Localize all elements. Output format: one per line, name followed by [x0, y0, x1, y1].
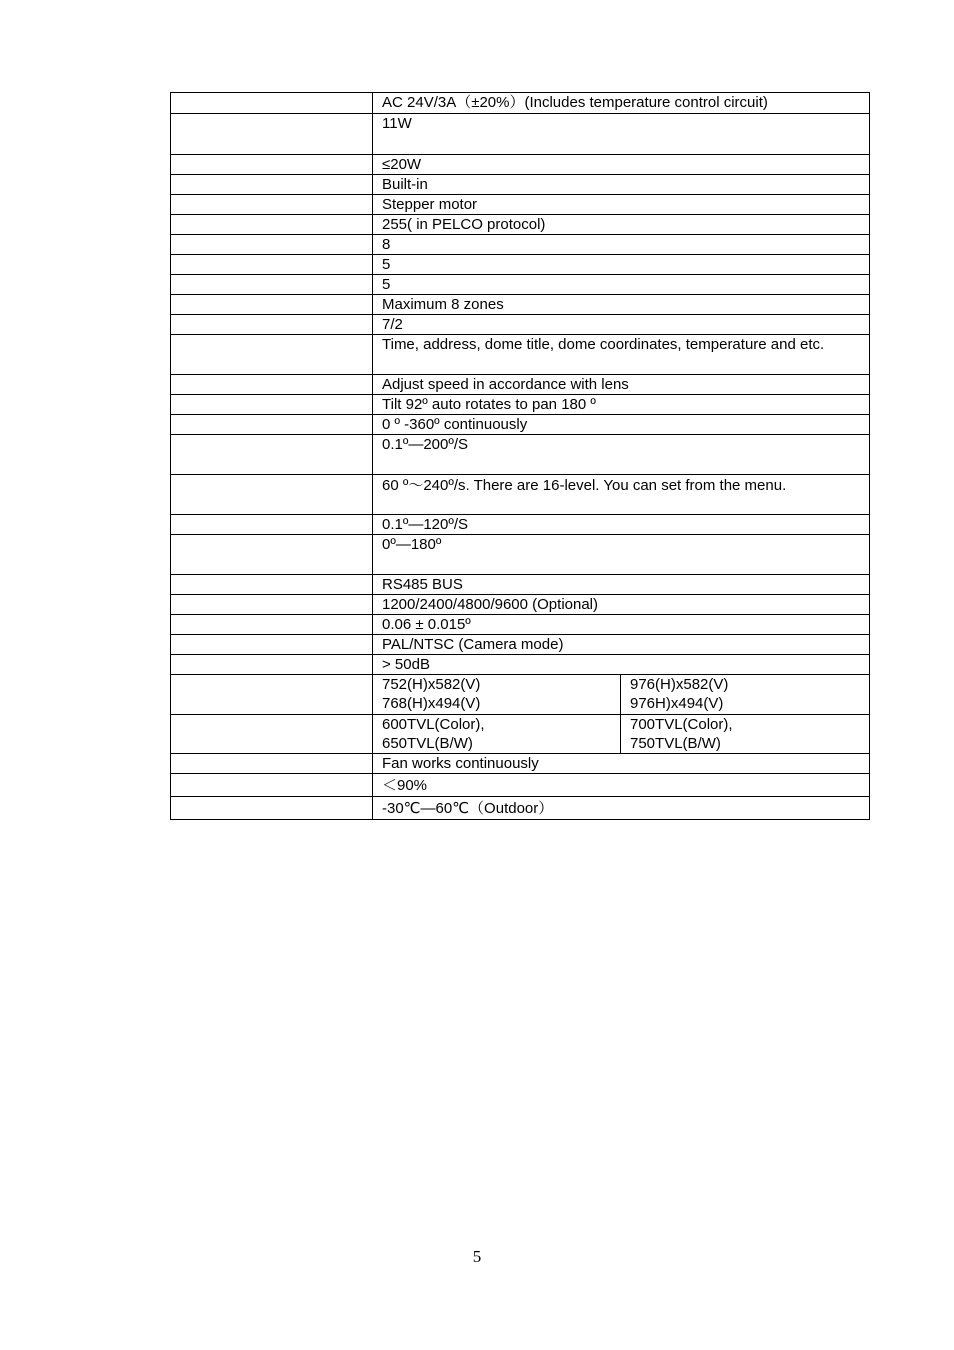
spec-row-humidity [171, 774, 870, 797]
spec-value: RS485 BUS [373, 575, 870, 595]
spec-label-cell [171, 435, 373, 475]
spec-value-line: 752(H)x582(V) [382, 676, 481, 693]
spec-row-5b [171, 275, 870, 295]
specification-table [170, 92, 870, 820]
spec-value: 1200/2400/4800/9600 (Optional) [373, 595, 870, 615]
spec-label-cell [171, 275, 373, 295]
spec-label-cell [171, 635, 373, 655]
spec-value: Maximum 8 zones [373, 295, 870, 315]
spec-row-tilt-range [171, 535, 870, 575]
spec-value: -30℃—60℃（Outdoor） [373, 797, 870, 820]
spec-label-cell [171, 375, 373, 395]
spec-value-option-b [621, 675, 870, 715]
spec-row-zones [171, 295, 870, 315]
spec-value: 11W [373, 114, 870, 155]
spec-label-cell [171, 215, 373, 235]
spec-row-auto-flip [171, 395, 870, 415]
spec-value: ≤20W [373, 155, 870, 175]
spec-value: 0.1º—120º/S [373, 515, 870, 535]
spec-label-cell [171, 114, 373, 155]
spec-value: Time, address, dome title, dome coordinates, temperature and etc. [373, 335, 870, 375]
spec-label-cell [171, 535, 373, 575]
spec-label-cell [171, 515, 373, 535]
spec-value-option-a [373, 675, 621, 715]
spec-label-cell [171, 93, 373, 114]
spec-value: PAL/NTSC (Camera mode) [373, 635, 870, 655]
spec-row-alarm [171, 315, 870, 335]
spec-label-cell [171, 575, 373, 595]
spec-label-cell [171, 655, 373, 675]
spec-label-cell [171, 335, 373, 375]
spec-label-cell [171, 675, 373, 715]
spec-label-cell [171, 295, 373, 315]
spec-label-cell [171, 615, 373, 635]
spec-row-preset-speed [171, 475, 870, 515]
spec-value-line: 976(H)x582(V) [630, 676, 729, 693]
spec-value-line: 976H)x494(V) [630, 695, 724, 712]
spec-row-fan [171, 754, 870, 774]
spec-value: 0 º -360º continuously [373, 415, 870, 435]
spec-row-speed-adjust [171, 375, 870, 395]
spec-value: Adjust speed in accordance with lens [373, 375, 870, 395]
spec-value: AC 24V/3A（±20%）(Includes temperature control circuit) [373, 93, 870, 114]
spec-row-power-supply [171, 93, 870, 114]
spec-label-cell [171, 475, 373, 515]
spec-row-motor [171, 195, 870, 215]
spec-value-line: 650TVL(B/W) [382, 735, 473, 752]
spec-row-baud-rate [171, 595, 870, 615]
spec-row-power-consumption [171, 114, 870, 155]
spec-value: Stepper motor [373, 195, 870, 215]
spec-value: 8 [373, 235, 870, 255]
spec-row-osd [171, 335, 870, 375]
spec-row-snr [171, 655, 870, 675]
spec-value: 0.06 ± 0.015º [373, 615, 870, 635]
spec-value: > 50dB [373, 655, 870, 675]
spec-value: Built-in [373, 175, 870, 195]
spec-value: 60 º～240º/s. There are 16-level. You can set from the menu. [373, 475, 870, 515]
spec-value: 5 [373, 255, 870, 275]
spec-row-tilt-speed [171, 515, 870, 535]
spec-value: 0º—180º [373, 535, 870, 575]
spec-row-resolution [171, 715, 870, 754]
spec-label-cell [171, 797, 373, 820]
spec-row-5a [171, 255, 870, 275]
spec-value-line: 700TVL(Color), [630, 716, 733, 733]
spec-label-cell [171, 415, 373, 435]
spec-label-cell [171, 255, 373, 275]
spec-value: 5 [373, 275, 870, 295]
spec-value-option-b [621, 715, 870, 754]
spec-row-communication [171, 575, 870, 595]
spec-label-cell [171, 235, 373, 255]
spec-label-cell [171, 774, 373, 797]
spec-label-cell [171, 315, 373, 335]
spec-label-cell [171, 395, 373, 415]
spec-row-pan-range [171, 415, 870, 435]
page-number: 5 [472, 1247, 482, 1266]
spec-value-option-a [373, 715, 621, 754]
spec-label-cell [171, 195, 373, 215]
spec-value-line: 750TVL(B/W) [630, 735, 721, 752]
spec-label-cell [171, 595, 373, 615]
spec-row-video-system [171, 635, 870, 655]
spec-label-cell [171, 754, 373, 774]
spec-label-cell [171, 715, 373, 754]
spec-value-line: 600TVL(Color), [382, 716, 485, 733]
spec-row-accuracy [171, 615, 870, 635]
spec-row-decoder [171, 175, 870, 195]
spec-row-8 [171, 235, 870, 255]
spec-value-line: 768(H)x494(V) [382, 695, 481, 712]
spec-value: Fan works continuously [373, 754, 870, 774]
spec-row-presets [171, 215, 870, 235]
spec-row-max-power [171, 155, 870, 175]
spec-value: 255( in PELCO protocol) [373, 215, 870, 235]
spec-label-cell [171, 155, 373, 175]
spec-value: 7/2 [373, 315, 870, 335]
spec-value: 0.1º—200º/S [373, 435, 870, 475]
spec-row-temperature [171, 797, 870, 820]
spec-row-pixels [171, 675, 870, 715]
spec-value: ＜90% [373, 774, 870, 797]
spec-value: Tilt 92º auto rotates to pan 180 º [373, 395, 870, 415]
spec-label-cell [171, 175, 373, 195]
spec-row-pan-speed [171, 435, 870, 475]
